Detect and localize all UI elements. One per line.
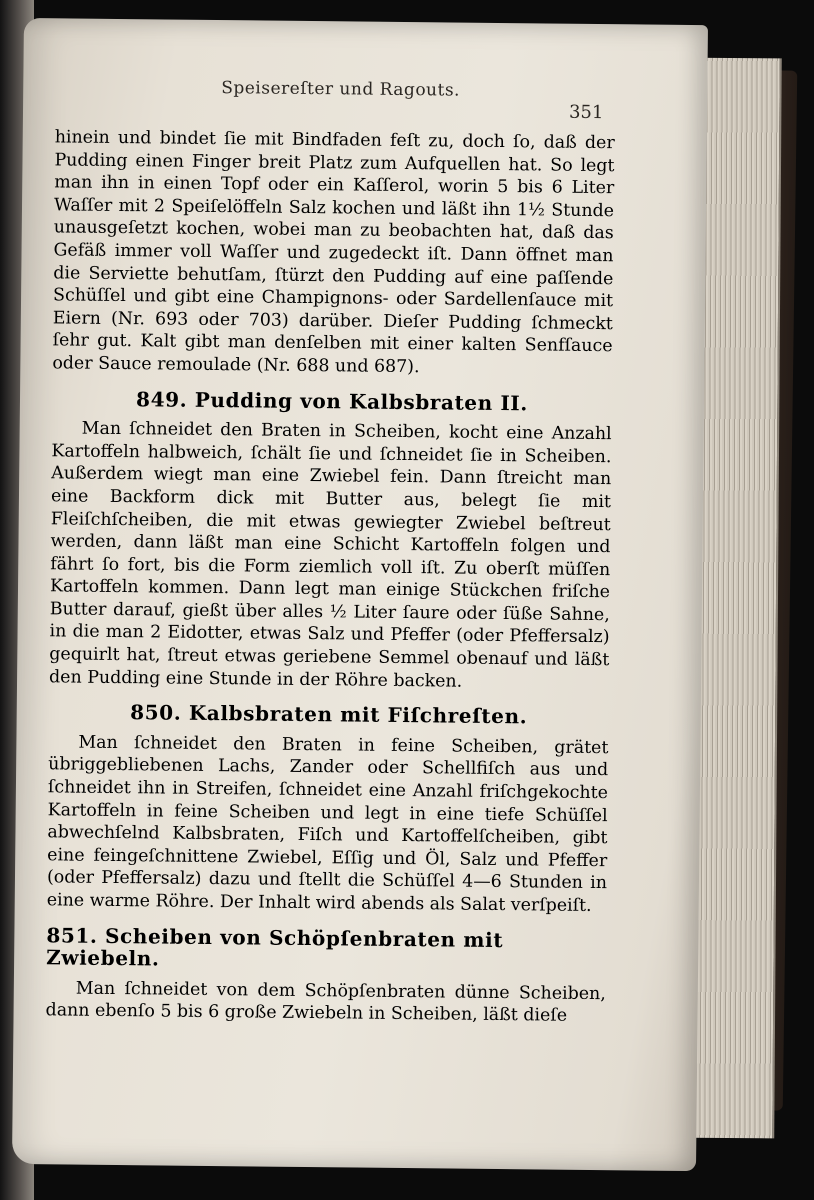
recipe-text-850: Man ſchneidet den Braten in feine Scheiben, grätet übriggebliebenen Lachs, Zander oder Schellfiſch aus und ſchneidet ihn in Streifen, ſchneidet eine Anzahl friſchgekochte Kartoffeln in feine Scheiben und legt in eine tiefe Schüſſel abwechſelnd Kalbsbraten, Fiſch und Kartoffelſcheiben, gibt eine feingeſchnittene Zwiebel, Eſſig und Öl, Salz und Pfeffer (oder Pfeffersalz) dazu und ſtellt die Schüſſel 4—6 Stunden in eine warme Röhre. Der Inhalt wird abends als Salat verſpeiſt. [46,732,609,916]
recipe-text-849: Man ſchneidet den Braten in Scheiben, kocht eine Anzahl Kartoffeln halbweich, ſchält ſie und ſchneidet ſie in Scheiben. Außerdem wiegt man eine Zwiebel fein. Dann ſtreicht man eine Backform dick mit Butter aus, belegt ſie mit Fleiſchſcheiben, die mit etwas gewiegter Zwiebel beſtreut werden, dann läßt man eine Schicht Kartoffeln folgen und fährt ſo fort, bis die Form ziemlich voll iſt. Zu oberſt müſſen Kartoffeln kommen. Dann legt man einige Stückchen friſche Butter darauf, gießt über alles ½ Liter ſaure oder ſüße Sahne, in die man 2 Eidotter, etwas Salz und Pfeffer (oder Pfeffersalz) gequirlt hat, ſtreut etwas geriebene Semmel obenauf und läßt den Pudding eine Stunde in der Röhre backen. [48,418,612,692]
book-page [12,18,708,1171]
page-body [45,126,614,1028]
recipe-text-851: Man ſchneidet von dem Schöpſenbraten dünne Scheiben, dann ebenſo 5 bis 6 große Zwiebeln in Scheiben, läßt dieſe [45,978,606,1027]
recipe-heading-849: 849. Pudding von Kalbsbraten II. [136,386,529,415]
running-head: Speisereſter und Ragouts. [221,78,461,101]
recipe-heading-850: 850. Kalbsbraten mit Fiſchreſten. [130,700,528,729]
page-number: 351 [568,101,604,124]
recipe-heading-851: 851. Scheiben von Schöpſenbraten mit Zwiebeln. [46,922,504,971]
paragraph-continuation: hinein und bindet ſie mit Bindfaden feſt zu, doch ſo, daß der Pudding einen Finger breit Platz zum Aufquellen hat. So legt man ihn in einen Topf oder ein Kaſſerol, worin 5 bis 6 Liter Waſſer mit 2 Speiſelöffeln Salz kochen und läßt ihn 1½ Stunde unausgeſetzt kochen, wobei man zu beobachten hat, daß das Gefäß immer voll Waſſer und zugedeckt iſt. Dann öffnet man die Serviette behutſam, ſtürzt den Pudding auf eine paſſende Schüſſel und gibt eine Champignons- oder Sardellenſauce mit Eiern (Nr. 693 oder 703) darüber. Dieſer Pudding ſchmeckt ſehr gut. Kalt gibt man denſelben mit einer kalten Senfſauce oder Sauce remoulade (Nr. 688 und 687). [52,127,615,378]
